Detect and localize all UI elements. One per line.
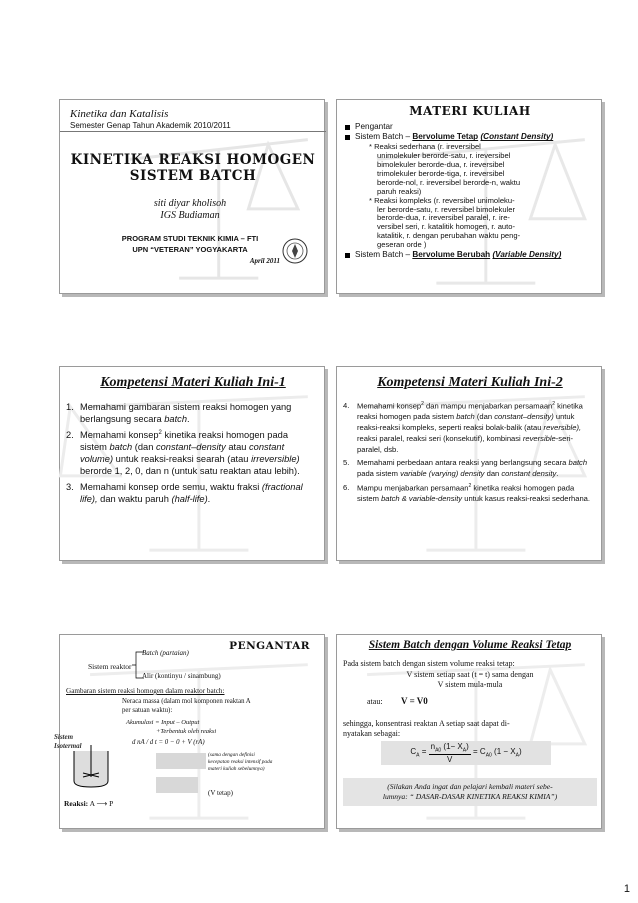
author-1: siti diyar kholisoh <box>153 198 227 209</box>
slide-heading: PENGANTAR <box>229 640 310 652</box>
atau-label: atau: <box>367 697 383 706</box>
program-name: PROGRAM STUDI TEKNIK KIMIA – FTI <box>121 234 259 243</box>
constant-volume-box <box>156 777 198 793</box>
slide-heading: Kompetensi Materi Kuliah Ini-1 <box>100 375 286 390</box>
kompetensi-item-1: 1. Memahami gambaran sistem reaksi homogen yang berlangsung secara batch. <box>66 402 292 425</box>
note-line-1: (Silakan Anda ingat dan pelajari kembali materi sebe- <box>387 782 553 791</box>
university-logo-icon <box>282 238 308 264</box>
sub-list-kompleks: * Reaksi kompleks (r. reversibel unimoleku- ler berorde-satu, r. reversibel bimolekuler berorde-dua, r. ireversibel paralel, r. ire- versibel seri, r. katalitik homogen, r. auto- katalitik, r. dengan perubahan waktu peng- geseran orde ) <box>369 195 521 250</box>
author-2: IGS Budiaman <box>160 210 220 221</box>
course-name: Kinetika dan Katalisis <box>70 108 169 120</box>
slide-title-line2: SISTEM BATCH <box>129 168 257 184</box>
mol-balance-eq: d nA / d t = 0 − 0 + V (rA) <box>132 739 205 746</box>
arrow-right-icon: ⟶ <box>96 799 108 808</box>
bullet-volume-berubah: Sistem Batch – Bervolume Berubah (Variable Density) <box>345 250 597 259</box>
terbentuk-text: +Terbentuk oleh reaksi <box>156 728 217 735</box>
reactant-a: A <box>89 799 95 808</box>
slide-title <box>59 99 325 294</box>
rate-definition-box <box>156 753 206 769</box>
date: April 2011 <box>249 257 280 265</box>
alir-label: Alir (kontinyu / sinambung) <box>142 672 221 680</box>
batch-label: Batch (partaian) <box>142 649 189 657</box>
product-p: P <box>109 799 114 808</box>
slide-heading: MATERI KULIAH <box>409 104 531 118</box>
volume-statement-2: V sistem mula-mula <box>437 680 503 689</box>
kompetensi-item-3: 3. Memahami konsep orde semu, waktu fraksi (fractional life), dan waktu paruh (half-life). <box>66 481 303 504</box>
gambaran-text: Gambaran sistem reaksi homogen dalam reaktor batch: <box>66 687 225 695</box>
kompetensi-item-5: 5. Memahami perbedaan antara reaksi yang berlangsung secara batch pada sistem variable (varying) density dan constant density. <box>343 458 588 479</box>
akumulasi-eq: Akumulasi = Input – Output <box>126 719 200 726</box>
note-line-2: kecepatan reaksi intensif pada <box>208 759 273 765</box>
note-line-2: lumnya: “ DASAR-DASAR KINETIKA REAKSI KIMIA”) <box>382 792 558 801</box>
isotermal-label: Isotermal <box>54 742 82 750</box>
concentration-text-1: sehingga, konsentrasi reaktan A setiap saat dapat di- <box>343 719 510 728</box>
semester-text: Semester Genap Tahun Akademik 2010/2011 <box>70 121 231 130</box>
slide-kompetensi-2 <box>336 366 602 561</box>
volume-statement-1: V sistem setiap saat (t = t) sama dengan <box>406 670 534 679</box>
reaksi-label: Reaksi: <box>64 799 89 808</box>
reaktor-label: Sistem reaktor <box>88 662 132 671</box>
bullet-pengantar: Pengantar <box>345 122 597 131</box>
v-tetap-label: (V tetap) <box>208 789 233 797</box>
university-name: UPN “VETERAN” YOGYAKARTA <box>132 245 248 254</box>
slide-kompetensi-1 <box>59 366 325 561</box>
slide-volume-tetap <box>336 634 602 829</box>
batch-reactor-icon <box>66 745 116 790</box>
neraca-line-1: Neraca massa (dalam mol komponen reaktan A <box>122 698 251 705</box>
kompetensi-item-2: 2. Memahami konsep$^2$ kinetika reaksi homogen pada sistem batch (dan constant–density atau constant volume) untuk reaksi-reaksi searah (atau irreversible) berorde 1, 2, 0, dan n (untuk satu reaktan atau lebih). <box>66 429 300 477</box>
volume-equation: V = V0 <box>401 696 428 706</box>
page-number: 1 <box>623 883 630 895</box>
sistem-label: Sistem <box>54 733 74 741</box>
neraca-line-2: per satuan waktu): <box>122 707 173 714</box>
concentration-equation: $C_A$ = $\frac{n_{A0} (1- X_A)}{V}$ = $C_{A0}$ $(1 - X_A)$ <box>381 741 551 765</box>
slide-heading: Kompetensi Materi Kuliah Ini-2 <box>377 375 563 390</box>
slide-materi-kuliah <box>336 99 602 294</box>
bullet-volume-tetap: Sistem Batch – Bervolume Tetap (Constant Density) <box>345 132 597 141</box>
slide-pengantar <box>54 634 325 829</box>
slide-heading: Sistem Batch dengan Volume Reaksi Tetap <box>368 639 572 651</box>
kompetensi-item-6: 6. Mampu menjabarkan persamaan$^2$ kinetika reaksi homogen pada sistem batch & variable-density untuk kasus reaksi-reaksi sederhana. <box>343 483 591 504</box>
intro-text: Pada sistem batch dengan sistem volume reaksi tetap: <box>343 659 515 668</box>
note-line-1: (sama dengan definisi <box>208 752 255 758</box>
kompetensi-item-4: 4. Memahami konsep$^2$ dan mampu menjabarkan persamaan$^2$ kinetika reaksi homogen pada sistem batch (dan constant–density) untuk reaksi-reaksi kompleks, seperti reaksi bolak-balik (atau reversible), reaksi paralel, reaksi seri (konsekutif), kombinasi reversible-seri-paralel, dsb. <box>343 401 583 454</box>
note-line-3: materi kuliah sebelumnya) <box>208 766 265 772</box>
sub-list-sederhana: * Reaksi sederhana (r. ireversibel unimolekuler berorde-satu, r. ireversibel bimolekuler berorde-dua, r. ireversibel trimolekuler berorde-tiga, r. ireversibel berorde-nol, r. ireversibel berorde-n, waktu paruh reaksi) <box>369 141 521 196</box>
concentration-text-2: nyatakan sebagai: <box>343 729 401 738</box>
slide-title-line1: KINETIKA REAKSI HOMOGEN <box>70 152 316 168</box>
